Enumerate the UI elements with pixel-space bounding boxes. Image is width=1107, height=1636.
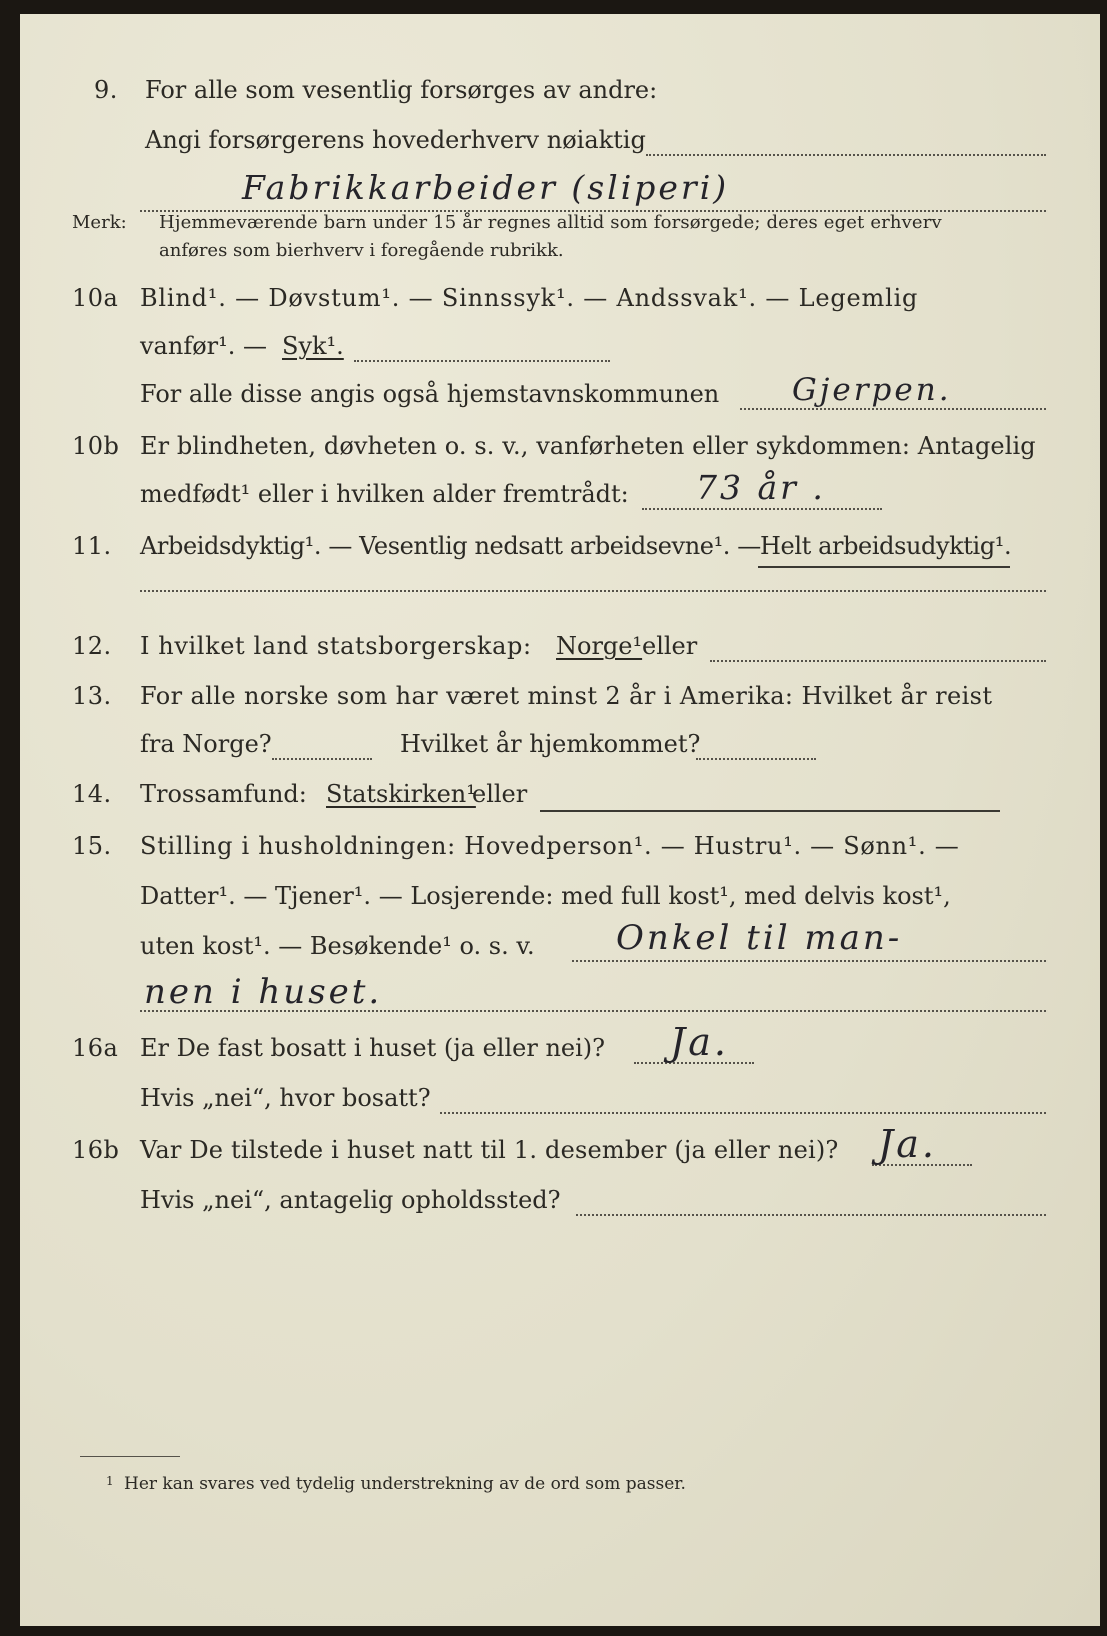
footnote-text: Her kan svares ved tydelig understrekning av de ord som passer. (124, 1474, 686, 1494)
q15-row1 (20, 832, 1100, 866)
q10b-answer: 73 år . (696, 468, 826, 507)
q11-text-pre: Arbeidsdyktig¹. — Vesentlig nedsatt arbeidsevne¹. — (140, 532, 761, 560)
q13-line2a: fra Norge? (140, 730, 272, 758)
q10b-line2: medfødt¹ eller i hvilken alder fremtrådt: (140, 480, 629, 508)
q15-row2 (20, 882, 1100, 916)
q10a-fill-line (740, 408, 1046, 410)
q9-line1: For alle som vesentlig forsørges av andre: (145, 76, 658, 104)
q10b-fill-line (642, 508, 882, 510)
q13-line1: For alle norske som har været minst 2 år i Amerika: Hvilket år reist (140, 682, 993, 710)
q14-number: 14. (72, 780, 112, 808)
q15-fill-line (572, 960, 1046, 962)
q10a-answer: Gjerpen. (792, 372, 952, 408)
q10b-line1: Er blindheten, døvheten o. s. v., vanførheten eller sykdommen: Antagelig (140, 432, 1036, 460)
q16a-row1 (20, 1020, 1100, 1068)
q12-text-pre: I hvilket land statsborgerskap: (140, 632, 532, 660)
q12-row (20, 632, 1100, 666)
q10b-number: 10b (72, 432, 120, 460)
q11-text-marked: Helt arbeidsudyktig¹. (760, 532, 1012, 560)
q9-line2: Angi forsørgerens hovederhverv nøiaktig (145, 126, 646, 154)
q10a-line1: Blind¹. — Døvstum¹. — Sinnssyk¹. — Andssvak¹. — Legemlig (140, 284, 919, 312)
q16b-row1 (20, 1122, 1100, 1170)
q14-text-pre: Trossamfund: (140, 780, 307, 808)
q13-row2 (20, 730, 1100, 764)
q14-text-post: eller (472, 780, 528, 808)
q16a-answer: Ja. (670, 1020, 729, 1064)
q10b-row2 (20, 468, 1100, 514)
q9-number: 9. (94, 76, 118, 104)
census-form-page (20, 14, 1100, 1626)
q10a-number: 10a (72, 284, 119, 312)
q10a-line3: For alle disse angis også hjemstavnskommunen (140, 380, 720, 408)
q15-line3: uten kost¹. — Besøkende¹ o. s. v. (140, 932, 535, 960)
merk-line1: Hjemmeværende barn under 15 år regnes alltid som forsørgede; deres eget erhverv (159, 212, 942, 233)
q11-fill-line (140, 590, 1046, 592)
q9-row2 (20, 126, 1100, 160)
q12-number: 12. (72, 632, 112, 660)
q11-row (20, 532, 1100, 566)
q16a-number: 16a (72, 1034, 119, 1062)
q15-line1: Stilling i husholdningen: Hovedperson¹. — Hustru¹. — Sønn¹. — (140, 832, 960, 860)
q12-text-post: eller (642, 632, 698, 660)
q15-answer-line1: Onkel til man- (616, 918, 903, 958)
q14-fill-line (540, 810, 1000, 812)
q15-answer-line2-text: nen i huset. (144, 972, 383, 1012)
q9-fill-line (646, 154, 1046, 156)
q16a-line2: Hvis „nei“, hvor bosatt? (140, 1084, 431, 1112)
q15-line2: Datter¹. — Tjener¹. — Losjerende: med full kost¹, med delvis kost¹, (140, 882, 951, 910)
q13-reist-fill-line (272, 758, 372, 760)
q10a-syk-fill-line (354, 360, 610, 362)
q16b-row2 (20, 1186, 1100, 1220)
merk-row2 (20, 240, 1100, 270)
q9-row1 (20, 76, 1100, 110)
q10a-row3 (20, 372, 1100, 414)
merk-row1 (20, 212, 1100, 242)
q13-hjem-fill-line (696, 758, 816, 760)
q16a-row2 (20, 1084, 1100, 1118)
q13-row1 (20, 682, 1100, 716)
q14-row (20, 780, 1100, 814)
q16b-line1: Var De tilstede i huset natt til 1. desember (ja eller nei)? (140, 1136, 839, 1164)
footnote-mark: 1 (106, 1474, 114, 1488)
q15-row4 (20, 972, 1100, 1020)
q16b-oppholdssted-fill-line (576, 1214, 1046, 1216)
q11-marked-underline (758, 566, 1010, 568)
q10a-row2 (20, 332, 1100, 366)
q10a-row1 (20, 284, 1100, 318)
q10a-line2-pre: vanfør¹. — (140, 332, 268, 360)
q12-text-marked: Norge¹ (556, 632, 643, 660)
q11-number: 11. (72, 532, 112, 560)
q13-line2b: Hvilket år hjemkommet? (400, 730, 701, 758)
q16b-line2: Hvis „nei“, antagelig opholdssted? (140, 1186, 561, 1214)
merk-label: Merk: (72, 212, 127, 233)
q12-fill-line (710, 660, 1046, 662)
merk-line2: anføres som bierhverv i foregående rubrikk. (159, 240, 564, 261)
q13-number: 13. (72, 682, 112, 710)
q16b-answer: Ja. (878, 1122, 937, 1166)
q9-answer: Fabrikkarbeider (sliperi) (242, 168, 730, 207)
q11-extra-line (20, 580, 1100, 600)
q16a-bosatt-fill-line (440, 1112, 1046, 1114)
q16b-number: 16b (72, 1136, 120, 1164)
q10b-row1 (20, 432, 1100, 466)
q16a-line1: Er De fast bosatt i huset (ja eller nei)? (140, 1034, 606, 1062)
footnote-row (20, 1474, 1100, 1500)
q15-row3 (20, 918, 1100, 966)
q15-number: 15. (72, 832, 112, 860)
q10a-syk: Syk¹. (282, 332, 344, 360)
q14-text-marked: Statskirken¹ (326, 780, 476, 808)
footnote-rule (80, 1456, 180, 1457)
